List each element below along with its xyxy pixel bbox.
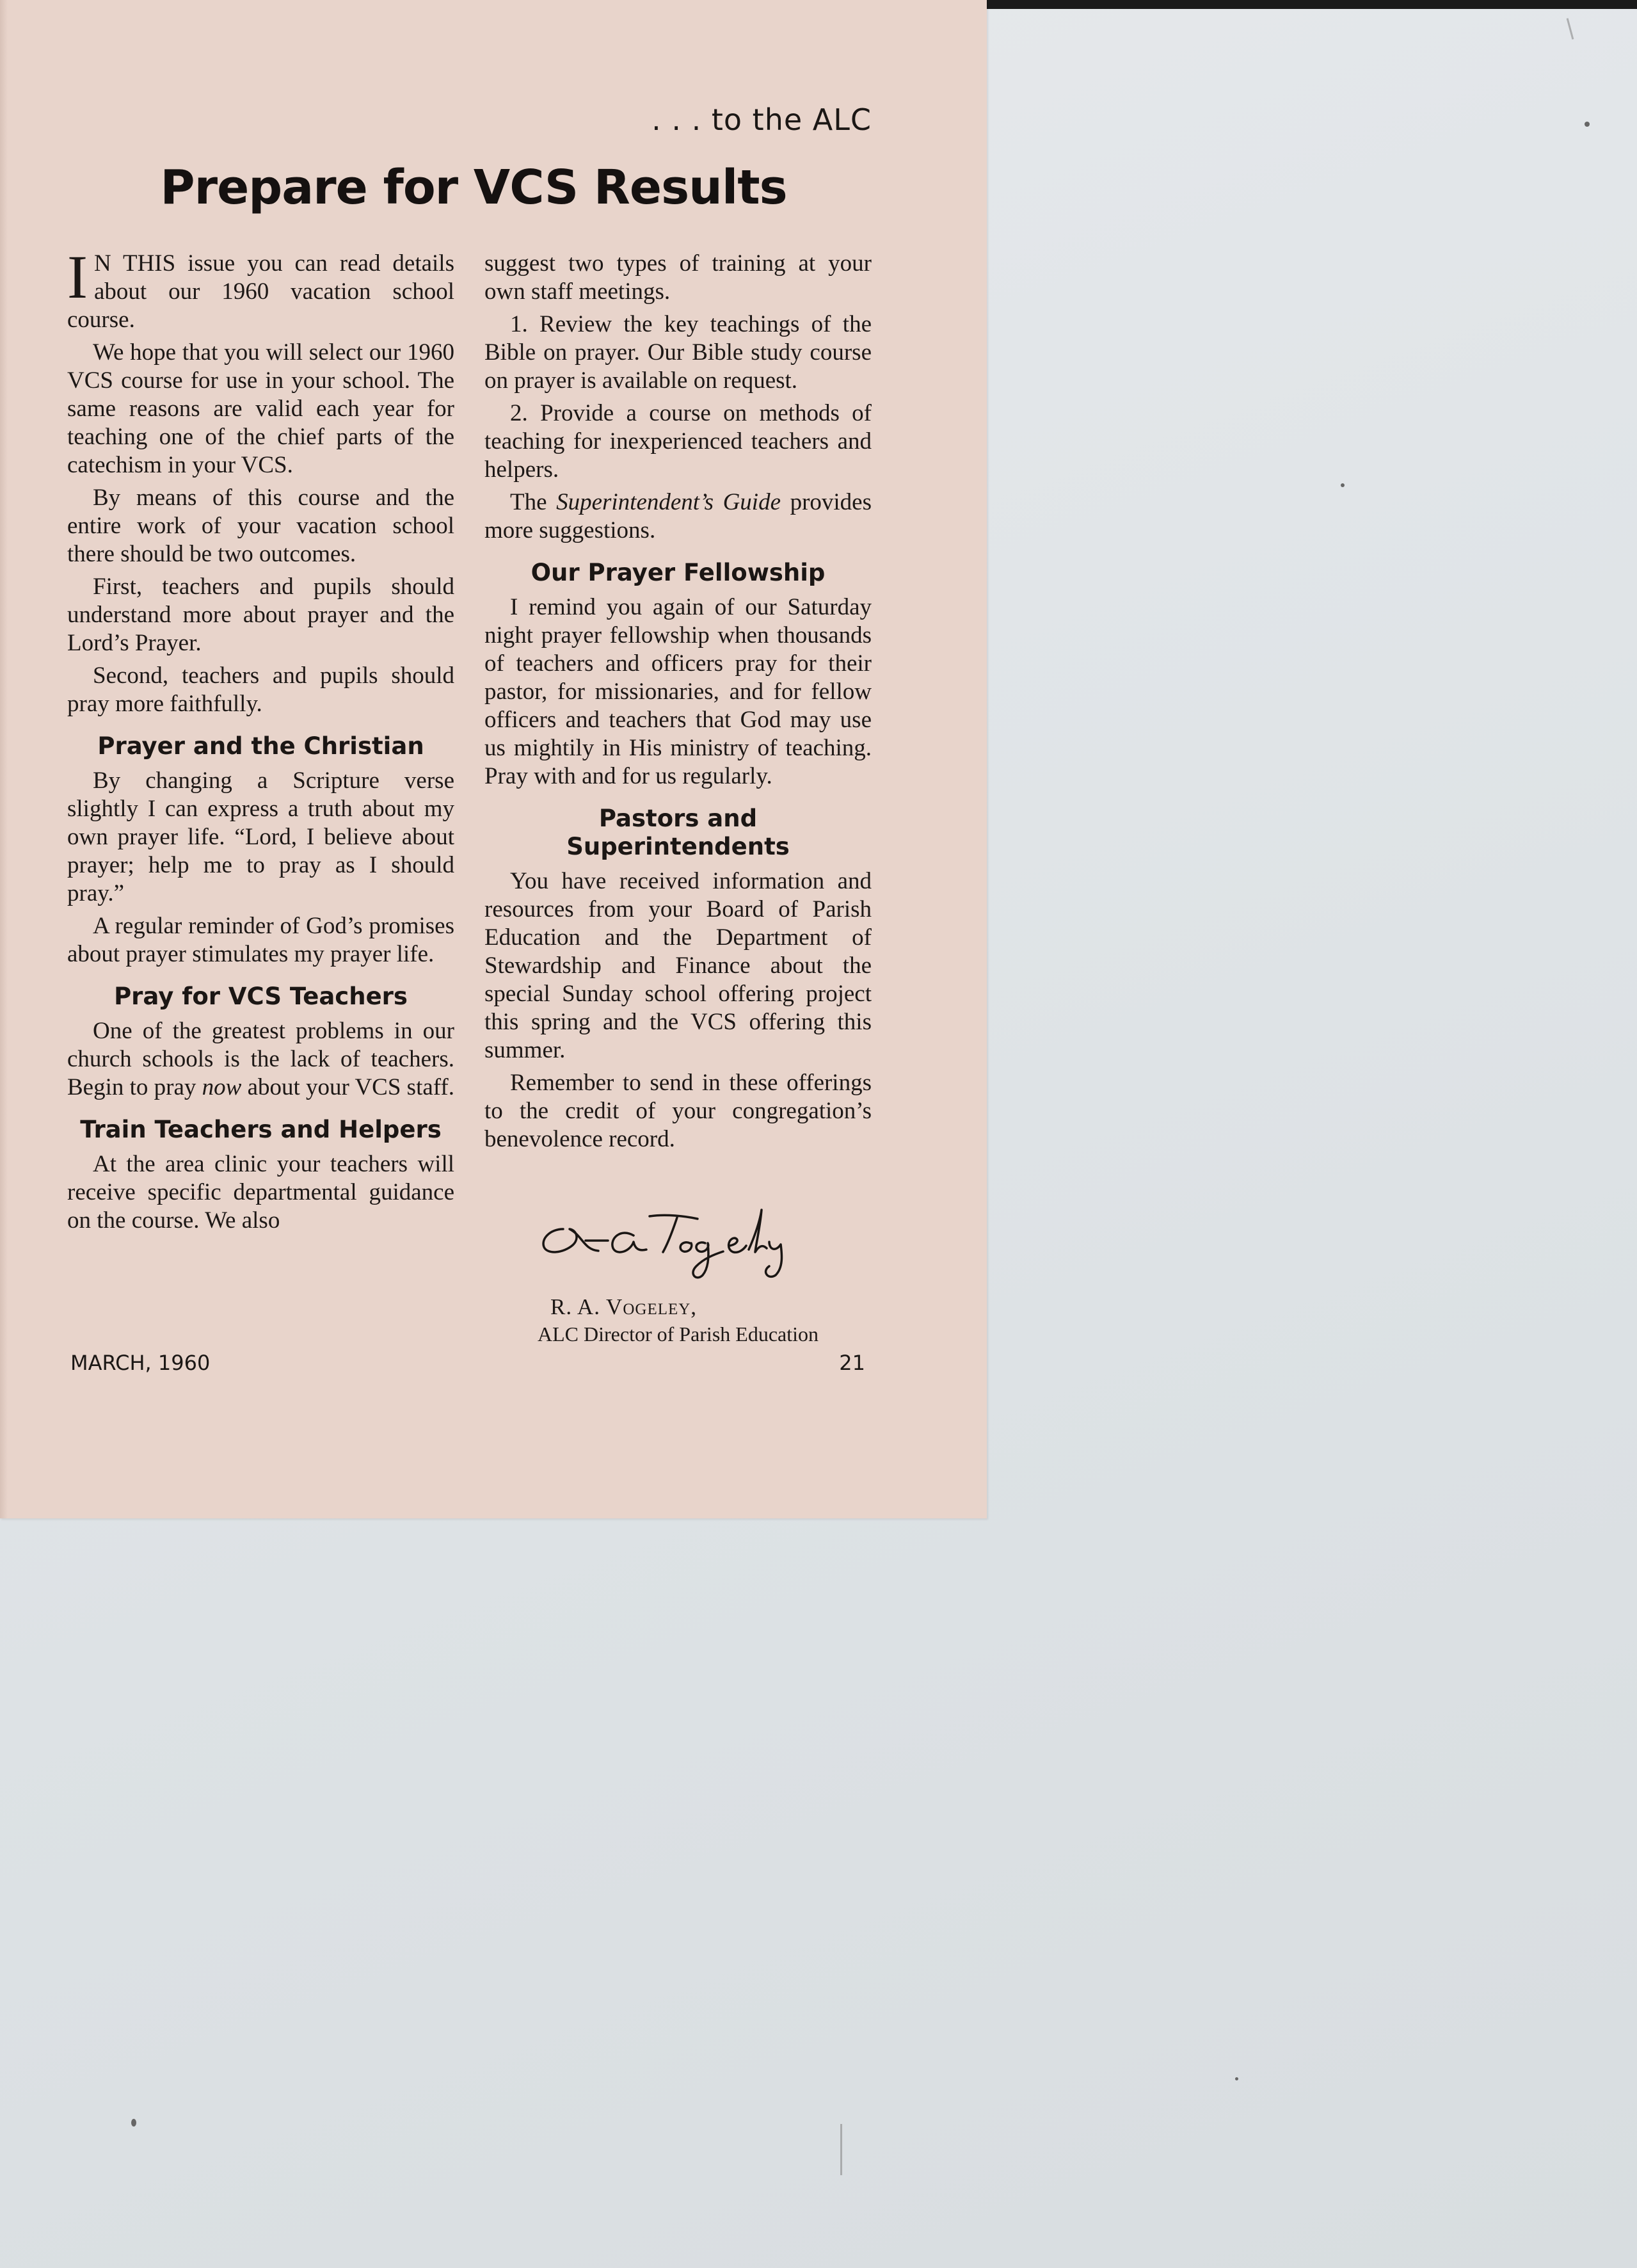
drop-cap: I	[67, 243, 88, 311]
dust-speck	[131, 2119, 136, 2127]
dust-speck	[1341, 483, 1345, 487]
dust-speck	[1235, 2077, 1238, 2080]
emphasis-text: now	[202, 1074, 242, 1100]
emphasis-text: Superintendent’s Guide	[556, 489, 781, 515]
paragraph-text: provides more suggestions.	[484, 489, 872, 543]
scanner-lid-edge	[986, 0, 1637, 9]
paragraph: At the area clinic your teachers will receive specific departmental guidance on the course. We also	[67, 1151, 454, 1234]
paragraph-text: One of the greatest problems in our church schools is the lack of teachers. Begin to pray	[67, 1018, 454, 1100]
paragraph: You have received information and resources from your Board of Parish Education and the Department of Stewardship and Finance about the special Sunday school offering project this spring and the VCS offering this summer.	[484, 868, 872, 1063]
running-head: . . . to the ALC	[651, 102, 872, 137]
paragraph: First, teachers and pupils should understand more about prayer and the Lord’s Prayer.	[67, 574, 454, 656]
left-column	[67, 243, 455, 1239]
paragraph	[67, 1017, 454, 1102]
scan-scratch	[840, 2124, 842, 2175]
paragraph	[484, 488, 872, 545]
section-heading: Our Prayer Fellowship	[531, 559, 826, 586]
paragraph: suggest two types of training at your own staff meetings.	[484, 250, 872, 305]
intro-text: N THIS issue you can read details about our 1960 vacation school course.	[67, 250, 454, 333]
intro-paragraph	[67, 243, 454, 334]
paragraph: A regular reminder of God’s promises about prayer stimulates my prayer life.	[67, 913, 454, 967]
magazine-page	[0, 0, 987, 1518]
paragraph: By changing a Scripture verse slightly I can express a truth about my own prayer life. “Lord, I believe about prayer; help me to pray as I should pray.”	[67, 768, 454, 906]
paragraph-text: The	[510, 489, 557, 515]
dust-speck	[1585, 122, 1590, 127]
right-column	[484, 250, 872, 1158]
article-title: Prepare for VCS Results	[160, 160, 787, 215]
paragraph: 2. Provide a course on methods of teaching for inexperienced teachers and helpers.	[484, 400, 872, 483]
page-number: 21	[839, 1351, 865, 1375]
section-heading: Pray for VCS Teachers	[114, 983, 408, 1010]
handwritten-signature	[538, 1191, 832, 1287]
section-heading: Train Teachers and Helpers	[80, 1116, 442, 1143]
paragraph: Second, teachers and pupils should pray more faithfully.	[67, 663, 454, 717]
paragraph: 1. Review the key teachings of the Bible on prayer. Our Bible study course on prayer is available on request.	[484, 311, 872, 394]
paragraph: We hope that you will select our 1960 VCS course for use in your school. The same reasons are valid each year for teaching one of the chief parts of the catechism in your VCS.	[67, 339, 454, 478]
signatory-title: ALC Director of Parish Education	[538, 1323, 818, 1346]
section-heading: Pastors and Superintendents	[566, 805, 790, 860]
issue-date: MARCH, 1960	[70, 1351, 211, 1375]
paragraph: By means of this course and the entire work of your vacation school there should be two outcomes.	[67, 485, 454, 567]
paragraph: I remind you again of our Saturday night prayer fellowship when thousands of teachers and officers pray for their pastor, for missionaries, and for fellow officers and teachers that God may use us mightily in His ministry of teaching. Pray with and for us regularly.	[484, 594, 872, 789]
signature-block	[538, 1191, 870, 1346]
paragraph-text: about your VCS staff.	[241, 1074, 455, 1100]
paragraph: Remember to send in these offerings to the credit of your congregation’s benevolence record.	[484, 1070, 872, 1152]
section-heading: Prayer and the Christian	[97, 732, 424, 760]
signatory-name: R. A. Vogeley,	[550, 1294, 698, 1319]
